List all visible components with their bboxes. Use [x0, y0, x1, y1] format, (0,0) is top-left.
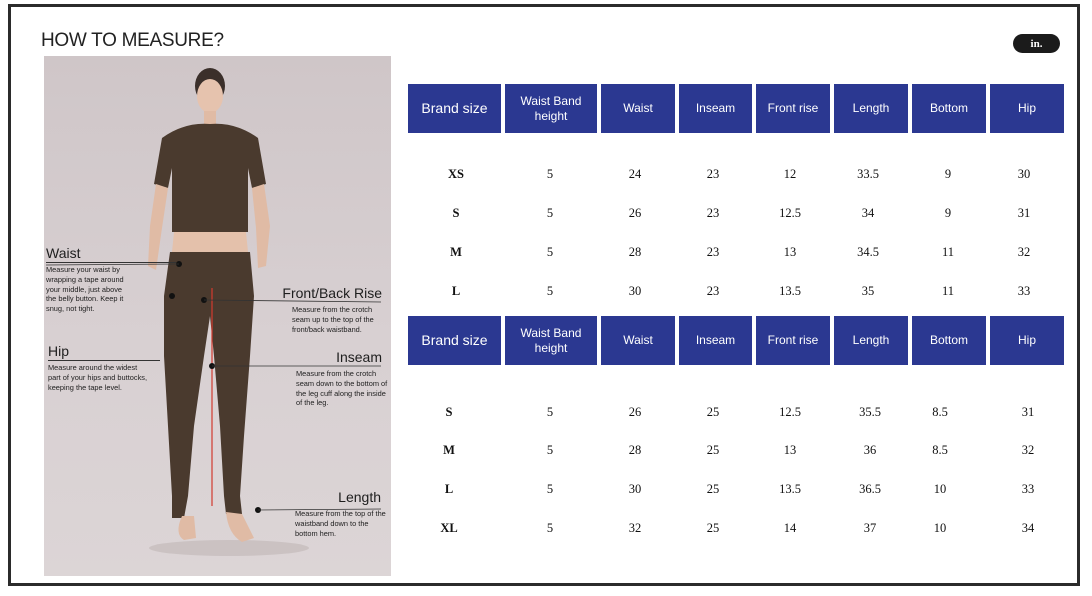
- size-label-cell: XL: [440, 521, 458, 535]
- measurement-cell: 23: [706, 167, 720, 181]
- measurement-cell: 34: [861, 206, 875, 220]
- header-length: Length: [834, 84, 908, 133]
- table-row: [0, 443, 1092, 459]
- measurement-cell: 5: [546, 206, 554, 220]
- page-title: HOW TO MEASURE?: [41, 30, 224, 51]
- table-row: [0, 521, 1092, 537]
- measurement-cell: 33: [1021, 482, 1035, 496]
- measurement-cell: 25: [706, 521, 720, 535]
- measurement-cell: 33.5: [857, 167, 879, 181]
- measurement-cell: 5: [546, 284, 554, 298]
- measurement-cell: 36.5: [859, 482, 881, 496]
- measurement-cell: 5: [546, 405, 554, 419]
- table-row: [0, 245, 1092, 261]
- callout-length-desc: Measure from the top of the waistband down to the bottom hem.: [295, 509, 386, 538]
- measurement-cell: 30: [628, 482, 642, 496]
- measurement-cell: 26: [628, 405, 642, 419]
- header-bottom: Bottom: [912, 84, 986, 133]
- measurement-cell: 24: [628, 167, 642, 181]
- measurement-cell: 33: [1017, 284, 1031, 298]
- table-header-row: [408, 84, 1064, 133]
- table-row: [0, 206, 1092, 222]
- measurement-cell: 13.5: [779, 284, 801, 298]
- measurement-cell: 5: [546, 482, 554, 496]
- measurement-cell: 23: [706, 284, 720, 298]
- measurement-cell: 26: [628, 206, 642, 220]
- size-label-cell: L: [451, 284, 461, 298]
- table-row: [0, 284, 1092, 300]
- measurement-cell: 5: [546, 443, 554, 457]
- size-label-cell: S: [445, 405, 453, 419]
- header-brand-size: Brand size: [408, 316, 501, 365]
- size-table-2: [408, 316, 1064, 365]
- measurement-cell: 30: [628, 284, 642, 298]
- header-front-rise: Front rise: [756, 84, 830, 133]
- measurement-cell: 8.5: [932, 443, 948, 457]
- table-row: [0, 482, 1092, 498]
- callout-inseam: [296, 349, 390, 408]
- measurement-cell: 34.5: [857, 245, 879, 259]
- header-inseam: Inseam: [679, 84, 752, 133]
- size-label-cell: XS: [448, 167, 464, 181]
- table-row: [0, 167, 1092, 183]
- size-label-cell: L: [444, 482, 454, 496]
- table-header-row: [408, 316, 1064, 365]
- measurement-cell: 30: [1017, 167, 1031, 181]
- callout-hip-rule: [48, 360, 160, 361]
- measurement-cell: 5: [546, 245, 554, 259]
- measurement-cell: 23: [706, 206, 720, 220]
- measurement-cell: 36: [863, 443, 877, 457]
- callout-hip-desc: Measure around the widest part of your hips and buttocks, keeping the tape level.: [48, 363, 148, 392]
- measurement-cell: 28: [628, 245, 642, 259]
- header-front-rise: Front rise: [756, 316, 830, 365]
- callout-inseam-desc: Measure from the crotch seam down to the bottom of the leg cuff along the inside of the leg.: [296, 369, 388, 408]
- measurement-cell: 31: [1021, 405, 1035, 419]
- measurement-cell: 25: [706, 443, 720, 457]
- measurement-cell: 28: [628, 443, 642, 457]
- measurement-cell: 13.5: [779, 482, 801, 496]
- header-bottom: Bottom: [912, 316, 986, 365]
- measurement-cell: 32: [628, 521, 642, 535]
- measurement-cell: 12.5: [779, 206, 801, 220]
- size-label-cell: M: [443, 443, 455, 457]
- measurement-cell: 8.5: [932, 405, 948, 419]
- header-inseam: Inseam: [679, 316, 752, 365]
- header-brand-size: Brand size: [408, 84, 501, 133]
- model-photo: [44, 56, 391, 576]
- size-label-cell: S: [452, 206, 460, 220]
- table-row: [0, 405, 1092, 421]
- measurement-cell: 12: [783, 167, 797, 181]
- measurement-cell: 9: [944, 167, 952, 181]
- size-table-1: [408, 84, 1064, 133]
- measurement-cell: 10: [933, 521, 947, 535]
- header-hip: Hip: [990, 84, 1064, 133]
- measurement-cell: 25: [706, 482, 720, 496]
- measurement-cell: 10: [933, 482, 947, 496]
- measurement-cell: 35.5: [859, 405, 881, 419]
- measurement-cell: 23: [706, 245, 720, 259]
- measurement-cell: 37: [863, 521, 877, 535]
- measurement-cell: 32: [1021, 443, 1035, 457]
- measurement-cell: 5: [546, 521, 554, 535]
- callout-hip-heading: Hip: [48, 343, 70, 359]
- measurement-cell: 32: [1017, 245, 1031, 259]
- measurement-cell: 5: [546, 167, 554, 181]
- callout-front-back-rise-desc: Measure from the crotch seam up to the top of the front/back waistband.: [292, 305, 374, 334]
- header-waist-band-height: Waist Band height: [505, 84, 597, 133]
- callout-waist-rule: [46, 262, 176, 263]
- measurement-cell: 12.5: [779, 405, 801, 419]
- measurement-cell: 35: [861, 284, 875, 298]
- measurement-cell: 31: [1017, 206, 1031, 220]
- header-hip: Hip: [990, 316, 1064, 365]
- measurement-cell: 34: [1021, 521, 1035, 535]
- callout-waist-heading: Waist: [46, 245, 81, 261]
- size-label-cell: M: [450, 245, 462, 259]
- measurement-cell: 11: [941, 245, 955, 259]
- callout-inseam-heading: Inseam: [336, 349, 382, 365]
- header-length: Length: [834, 316, 908, 365]
- callout-front-back-rise-heading: Front/Back Rise: [282, 285, 382, 301]
- measurement-cell: 14: [783, 521, 797, 535]
- measurement-cell: 9: [944, 206, 952, 220]
- header-waist-band-height: Waist Band height: [505, 316, 597, 365]
- unit-toggle-button[interactable]: in.: [1013, 34, 1060, 53]
- measurement-cell: 25: [706, 405, 720, 419]
- callout-hip: [48, 343, 178, 392]
- callout-length-heading: Length: [338, 489, 381, 505]
- measurement-cell: 11: [941, 284, 955, 298]
- measurement-cell: 13: [783, 443, 797, 457]
- header-waist: Waist: [601, 316, 675, 365]
- callout-waist-desc: Measure your waist by wrapping a tape around your middle, just above the belly button. Keep it snug, not tight.: [46, 265, 124, 314]
- header-waist: Waist: [601, 84, 675, 133]
- measurement-cell: 13: [783, 245, 797, 259]
